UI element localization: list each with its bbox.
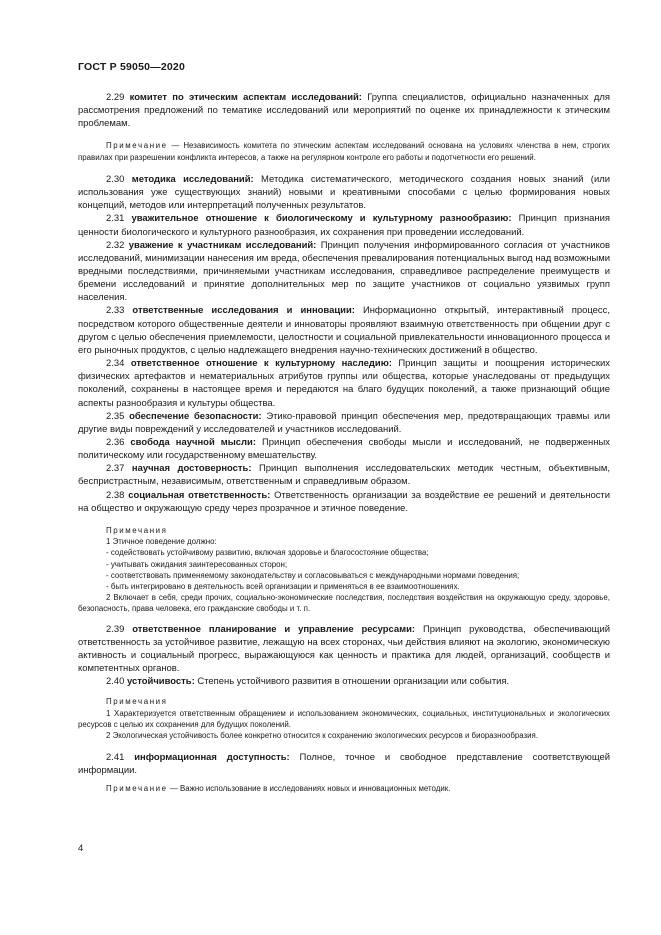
entry-term: методика исследований: — [131, 173, 254, 185]
entry-term: ответственное отношение к культурному наследию: — [130, 358, 392, 370]
entry-term: уважение к участникам исследований: — [128, 239, 317, 251]
entry-number: 2.33 — [106, 305, 133, 317]
entry-term: комитет по этическим аспектам исследований: — [129, 92, 362, 103]
entry-definition: Методика систематического, методического создания новых знаний (или использования уже существующих знаний) новыми и креативными способами с целью формирования новых концепций, методов или интерпретаций полученных результатов. — [78, 173, 610, 212]
note-line: 1 Этичное поведение должно: — [106, 537, 217, 547]
entry-definition: Группа специалистов, официально назначенных для рассмотрения предложений по тематике исследований или мероприятий по оценке их принадлежности к этическим проблемам. — [78, 92, 610, 130]
notes-2-40 — [78, 696, 610, 741]
note-line: - быть интегрировано в деятельность всей организации и применяться в ее взаимоотношениях. — [106, 581, 460, 591]
entry-2-34 — [78, 357, 610, 410]
entry-number: 2.39 — [106, 623, 133, 635]
entry-2-38 — [78, 489, 610, 515]
note-text: — Независимость комитета по этическим аспектам исследований основана на условиях членства в нем, строгих правилах при разрешении конфликта интересов, а также на регулярном контроле его работы и подотчетности его решений. — [78, 141, 610, 162]
entry-2-40 — [78, 675, 610, 688]
entry-definition: Полное, точное и свободное представление соответствующей информации. — [78, 752, 610, 777]
entry-definition: Этико-правовой принцип обеспечения мер, предотвращающих травмы или другие виды повреждений у исследователей и участников исследований. — [78, 410, 610, 435]
entry-2-30 — [78, 173, 610, 212]
entry-term: ответственное планирование и управление ресурсами: — [132, 623, 416, 635]
note-2-29 — [78, 140, 610, 162]
note-item-2: 2 Экологическая устойчивость более конкретно относится к сохранению экологических ресурсов и биоразнообразия. — [106, 730, 539, 740]
entry-2-37 — [78, 462, 610, 488]
note-line: - учитывать ожидания заинтересованных сторон; — [106, 559, 288, 569]
page-number: 4 — [78, 843, 84, 854]
entry-number: 2.30 — [106, 173, 132, 185]
note-label: Примечание — [106, 141, 168, 151]
entry-2-36 — [78, 436, 610, 462]
note-2-41 — [78, 783, 610, 794]
entry-term: ответственные исследования и инновации: — [132, 305, 355, 317]
entry-definition: Информационно открытый, интерактивный процесс, посредством которого общественные деятели и инноваторы проявляют взаимную ответственность при общении друг с другом с целью обеспечения приемлемости, целостности и социальной привлекательности инновационного процесса и его рыночных продуктов, с целью надлежащего внедрения научно-технических достижений в общество. — [78, 305, 610, 356]
entry-number: 2.34 — [106, 358, 131, 370]
entry-2-29 — [78, 91, 610, 130]
entry-number: 2.35 — [106, 410, 130, 422]
note-label: Примечание — [106, 784, 168, 794]
entry-term: устойчивость: — [127, 676, 195, 688]
entry-definition: Ответственность организации за воздействие ее решений и деятельности на общество и окружающую среду через прозрачное и этичное поведение. — [78, 489, 611, 514]
entry-definition: Принцип признания ценности биологического и культурного разнообразия, их сохранения при проведении исследований. — [78, 213, 610, 238]
entry-definition: Принцип получения информированного согласия от участников исследований, минимизации нанесения им вреда, обеспечения превалирования потенциальных выгод над возможными вредными последствиями, причиняемыми участникам исследования, справедливое распределение преимуществ и бремени исследований и принятие дополнительных мер по защите участников от социально уязвимых групп населения. — [78, 239, 610, 304]
entry-2-41 — [78, 751, 610, 777]
note-line: - содействовать устойчивому развитию, включая здоровье и благосостояние общества; — [106, 548, 429, 558]
entry-number: 2.37 — [106, 463, 132, 475]
entry-number: 2.41 — [106, 752, 135, 764]
entry-number: 2.38 — [106, 489, 129, 501]
notes-label: Примечания — [106, 697, 168, 707]
page-header-standard-number: ГОСТ Р 59050—2020 — [78, 61, 186, 73]
entry-number: 2.29 — [106, 92, 130, 103]
entry-number: 2.32 — [106, 239, 129, 251]
entry-term: уважительное отношение к биологическому и культурному разнообразию: — [131, 213, 512, 225]
entry-number: 2.40 — [106, 676, 127, 688]
entry-definition: Степень устойчивого развития в отношении организации или события. — [194, 676, 510, 688]
document-content — [78, 91, 610, 795]
note-line: - соответствовать применяемому законодательству и согласовываться с международными нормами поведения; — [106, 570, 520, 580]
note-text: — Важно использование в исследованиях новых и инновационных методик. — [167, 784, 451, 794]
entry-2-33 — [78, 304, 610, 357]
entry-definition: Принцип руководства, обеспечивающий ответственность за устойчивое развитие, лежащую на всех сторонах, чьи действия влияют на экологию, экономическую активность и социальный прогресс, выражающуюся как ценность и практика для людей, организаций, сообществ и компетентных органов. — [78, 623, 610, 675]
entry-definition: Принцип выполнения исследовательских методик честным, объективным, беспристрастным, независимым, ответственным и справедливым образом. — [78, 463, 610, 488]
notes-label: Примечания — [106, 525, 168, 535]
entry-2-32 — [78, 239, 610, 305]
entry-2-31 — [78, 212, 610, 238]
entry-term: обеспечение безопасности: — [129, 410, 262, 422]
note-item-2: 2 Включает в себя, среди прочих, социально-экономические последствия, последствия воздействия на окружающую среду, здоровье, безопасность, права человека, его гражданские свободы и т. п. — [78, 593, 610, 614]
notes-2-38 — [78, 525, 610, 615]
entry-definition: Принцип обеспечения свободы мысли и исследований, не подверженных политическому или государственному вмешательству. — [78, 437, 610, 462]
entry-2-35 — [78, 410, 610, 436]
entry-2-39 — [78, 623, 610, 676]
note-item-1: 1 Характеризуется ответственным обращением и использованием экономических, социальных, институциональных и экологических ресурсов с целью их сохранения для будущих поколений. — [78, 708, 610, 729]
entry-term: научная достоверность: — [131, 463, 252, 475]
entry-number: 2.36 — [106, 437, 131, 448]
entry-number: 2.31 — [106, 213, 132, 225]
entry-term: свобода научной мысли: — [130, 437, 256, 448]
entry-definition: Принцип защиты и поощрения исторических физических артефактов и нематериальных атрибутов группы или общества, которые унаследованы от предыдущих поколений, сохранены в настоящее время и передаются на благо будущих поколений, а также признающий общие аспекты разнообразия и культуры общества. — [78, 358, 610, 409]
entry-term: социальная ответственность: — [128, 489, 271, 501]
entry-term: информационная доступность: — [134, 752, 290, 764]
